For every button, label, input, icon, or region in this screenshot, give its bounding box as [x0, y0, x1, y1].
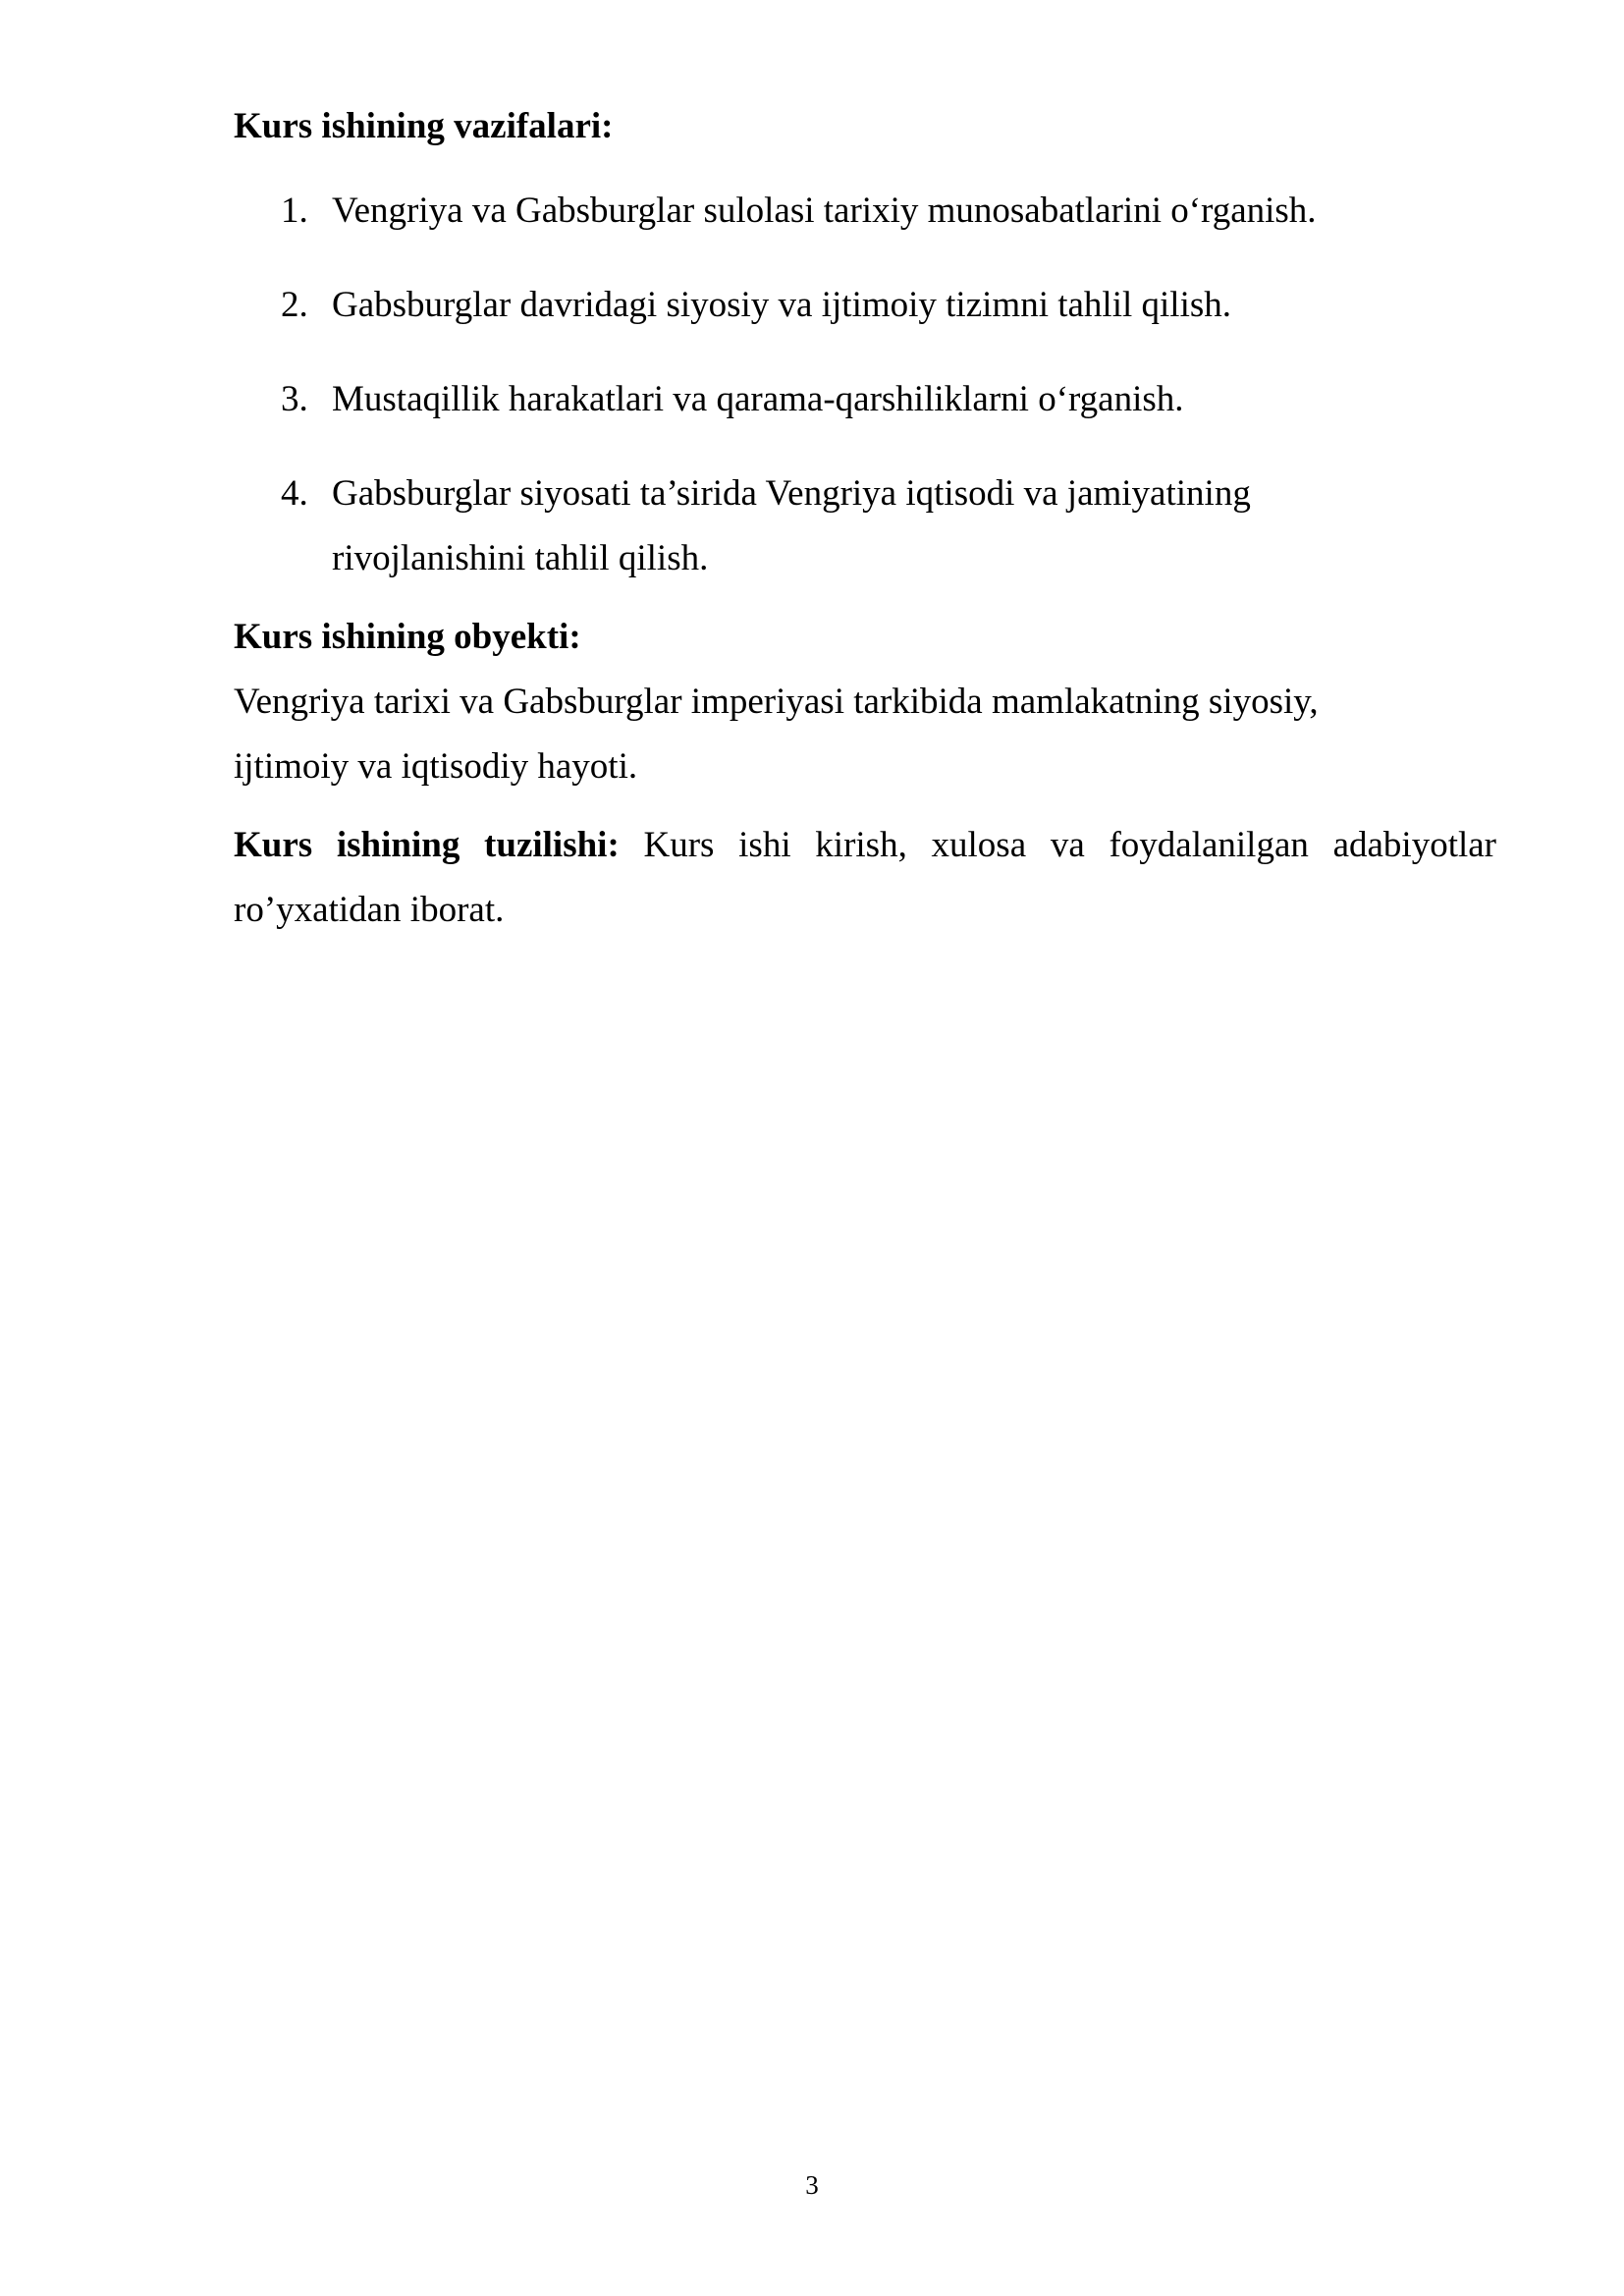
page-content: [234, 94, 1496, 943]
list-item-text: Gabsburglar davridagi siyosiy va ijtimoiy tizimni tahlil qilish.: [332, 285, 1232, 325]
list-item: [234, 273, 1496, 338]
list-item-number: 4.: [281, 473, 308, 514]
object-heading: Kurs ishining obyekti:: [234, 617, 581, 657]
structure-text: Kurs ishi kirish, xulosa va foydalanilgan adabiyotlar ro’yxatidan iborat.: [234, 825, 1497, 930]
list-item-number: 1.: [281, 191, 308, 231]
list-item-text: Mustaqillik harakatlari va qarama-qarshiliklarni o‘rganish.: [332, 379, 1184, 419]
list-item: [234, 462, 1496, 591]
list-item-text: Gabsburglar siyosati ta’sirida Vengriya iqtisodi va jamiyatining rivojlanishini tahlil qilish.: [332, 473, 1251, 578]
list-item-number: 2.: [281, 285, 308, 325]
list-item: [234, 179, 1496, 244]
list-item-number: 3.: [281, 379, 308, 419]
object-paragraph: Vengriya tarixi va Gabsburglar imperiyasi tarkibida mamlakatning siyosiy, ijtimoiy va iqtisodiy hayoti.: [234, 682, 1319, 787]
page-number: 3: [805, 2170, 819, 2200]
structure-paragraph: [234, 813, 1496, 943]
list-item-text: Vengriya va Gabsburglar sulolasi tarixiy munosabatlarini o‘rganish.: [332, 191, 1317, 231]
tasks-heading: Kurs ishining vazifalari:: [234, 106, 614, 146]
list-item: [234, 367, 1496, 432]
tasks-list: [234, 179, 1496, 591]
structure-heading: Kurs ishining tuzilishi:: [234, 825, 620, 865]
